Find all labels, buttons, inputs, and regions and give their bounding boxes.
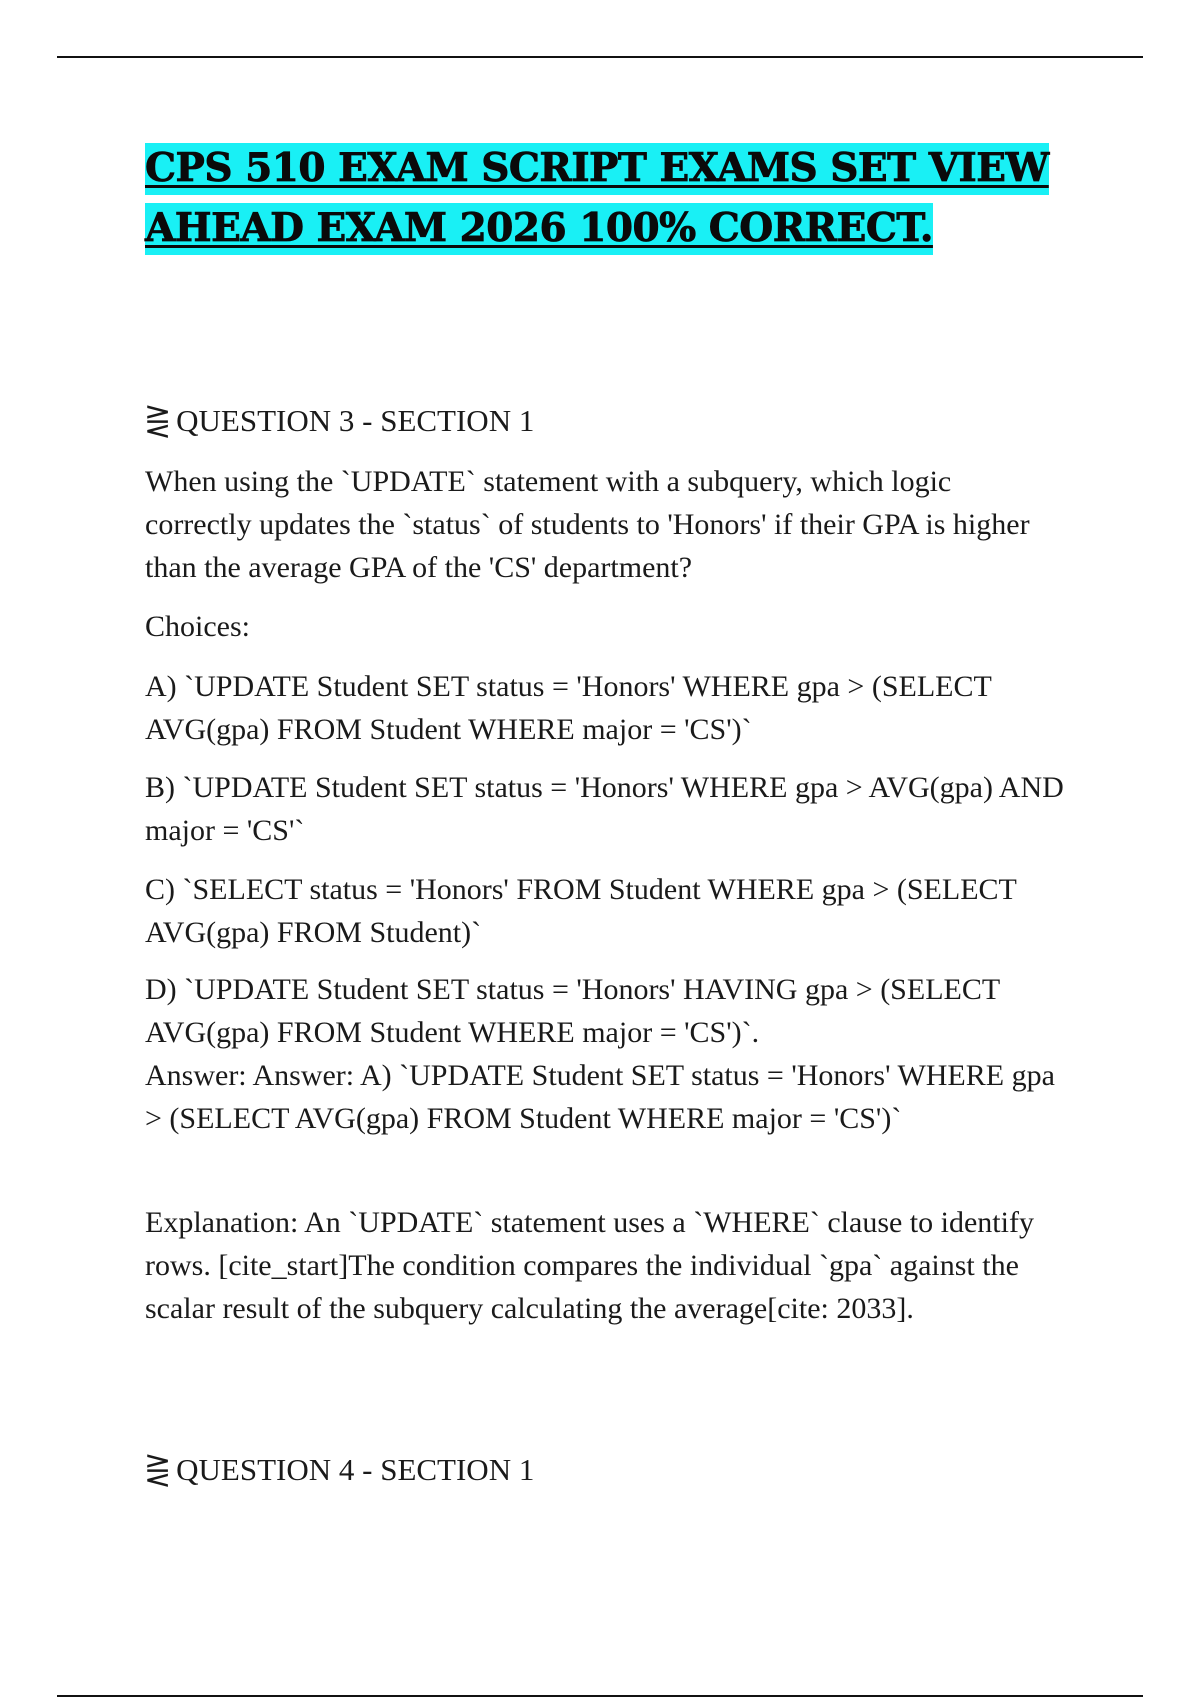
question-3-prompt: When using the `UPDATE` statement with a subquery, which logic correctly updates the `status` of students to 'Honors' if their GPA is higher than the average GPA of the 'CS' department? [145, 465, 1030, 584]
title-line-2: AHEAD EXAM 2026 100% CORRECT. [145, 203, 933, 255]
document-title [145, 138, 1105, 258]
question-3-heading [145, 401, 534, 442]
answer: Answer: Answer: A) `UPDATE Student SET status = 'Honors' WHERE gpa > (SELECT AVG(gpa) FROM Student WHERE major = 'CS')` [145, 1059, 1055, 1135]
question-4-title: QUESTION 4 - SECTION 1 [176, 1452, 535, 1487]
bottom-divider [57, 1695, 1143, 1697]
choice-a: A) `UPDATE Student SET status = 'Honors' WHERE gpa > (SELECT AVG(gpa) FROM Student WHERE major = 'CS')` [145, 670, 992, 746]
choices-label: Choices: [145, 610, 250, 643]
arrow-icon: ⋛ [143, 405, 172, 438]
top-divider [57, 56, 1143, 58]
arrow-icon: ⋛ [143, 1454, 172, 1487]
choice-b: B) `UPDATE Student SET status = 'Honors' WHERE gpa > AVG(gpa) AND major = 'CS'` [145, 771, 1064, 847]
choice-c: C) `SELECT status = 'Honors' FROM Student WHERE gpa > (SELECT AVG(gpa) FROM Student)` [145, 873, 1017, 949]
title-line-1: CPS 510 EXAM SCRIPT EXAMS SET VIEW [145, 143, 1049, 195]
choice-d: D) `UPDATE Student SET status = 'Honors' HAVING gpa > (SELECT AVG(gpa) FROM Student WHERE major = 'CS')`. [145, 973, 1000, 1049]
question-3-title: QUESTION 3 - SECTION 1 [176, 403, 535, 438]
explanation: Explanation: An `UPDATE` statement uses a `WHERE` clause to identify rows. [cite_start]The condition compares the individual `gpa` against the scalar result of the subquery calculating the average[cite: 2033]. [145, 1206, 1034, 1325]
question-4-heading [145, 1450, 534, 1491]
